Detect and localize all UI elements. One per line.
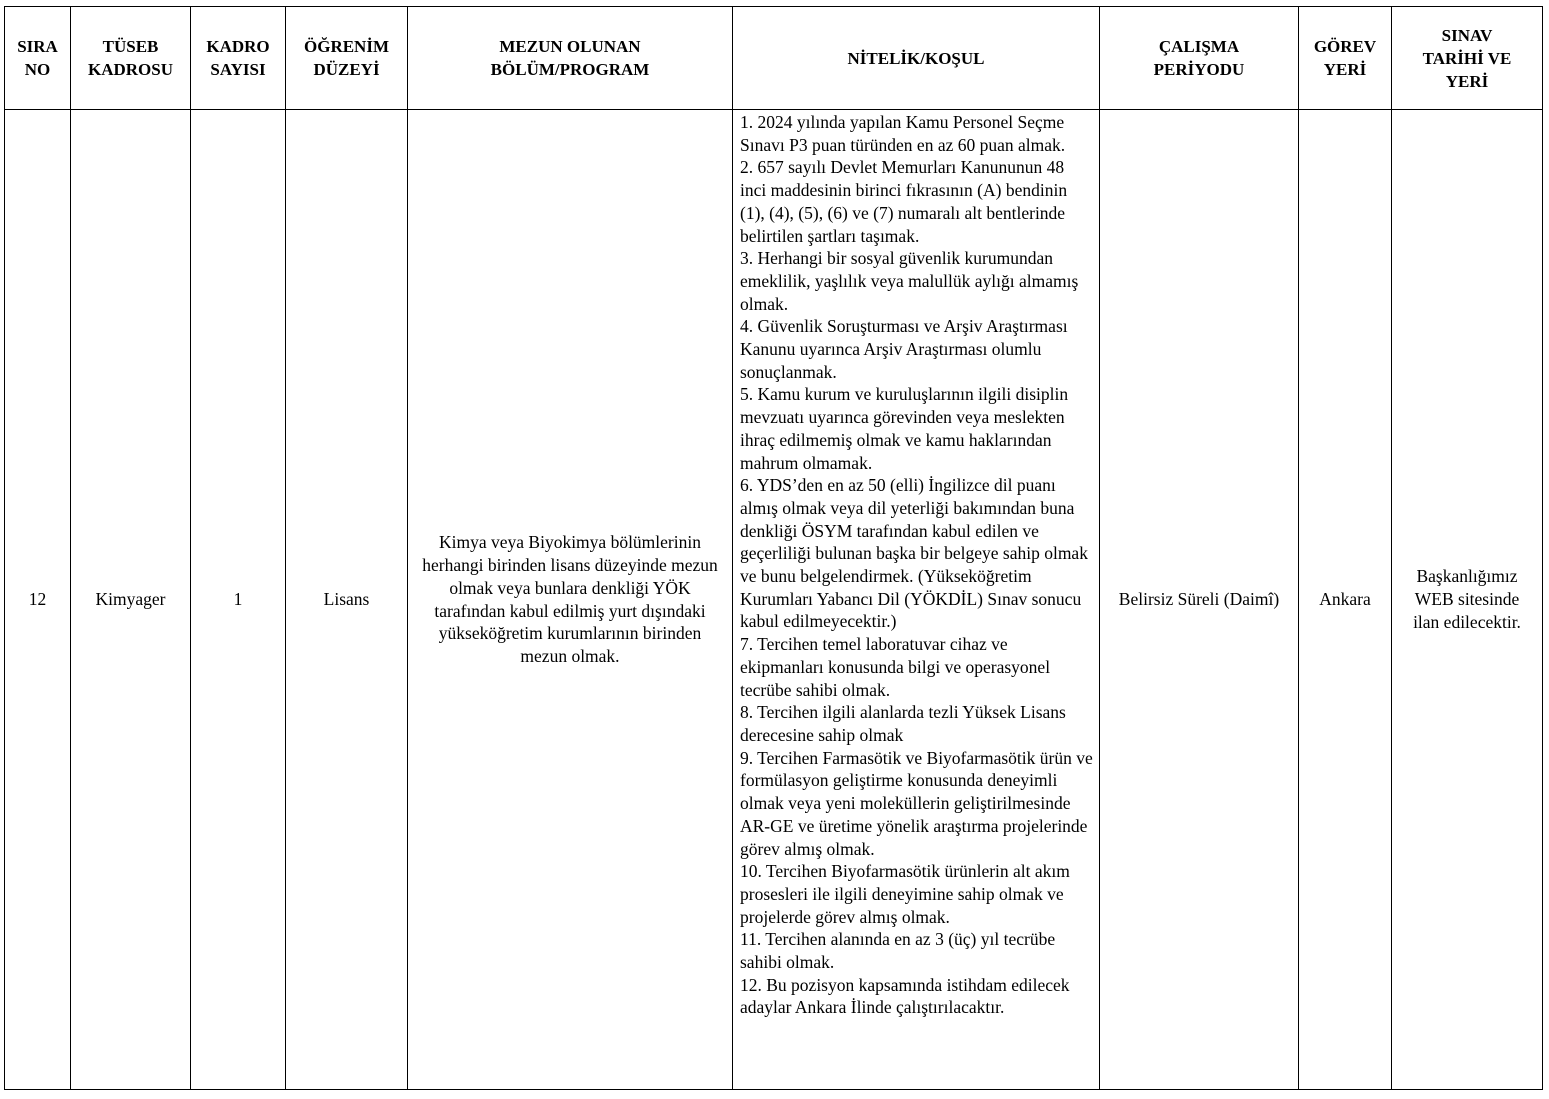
- job-posting-table: [4, 6, 1543, 1090]
- header-calisma-periyodu: ÇALIŞMA PERİYODU: [1100, 7, 1299, 110]
- cell-tuseb-kadrosu: Kimyager: [71, 110, 191, 1090]
- header-kadro-sayisi: KADRO SAYISI: [191, 7, 286, 110]
- cell-ogrenim-duzeyi: Lisans: [286, 110, 408, 1090]
- nitelik-item: 2. 657 sayılı Devlet Memurları Kanununun 48 inci maddesinin birinci fıkrasının (A) bendinin (1), (4), (5), (6) ve (7) numaralı alt bentlerinde belirtilen şartları taşımak.: [740, 157, 1068, 246]
- nitelik-item: 1. 2024 yılında yapılan Kamu Personel Seçme Sınavı P3 puan türünden en az 60 puan almak.: [740, 112, 1066, 155]
- nitelik-item: 3. Herhangi bir sosyal güvenlik kurumundan emeklilik, yaşlılık veya malullük aylığı almamış olmak.: [740, 248, 1079, 314]
- header-row: [5, 7, 1543, 110]
- table-row: [5, 110, 1543, 1090]
- header-tuseb-kadrosu: TÜSEB KADROSU: [71, 7, 191, 110]
- header-gorev-yeri: GÖREV YERİ: [1299, 7, 1392, 110]
- cell-kadro-sayisi: 1: [191, 110, 286, 1090]
- header-mezun-bolum: MEZUN OLUNAN BÖLÜM/PROGRAM: [408, 7, 733, 110]
- nitelik-item: 11. Tercihen alanında en az 3 (üç) yıl tecrübe sahibi olmak.: [740, 929, 1056, 973]
- nitelik-item: 7. Tercihen temel laboratuvar cihaz ve ekipmanları konusunda bilgi ve operasyonel tecrübe sahibi olmak.: [740, 634, 1051, 700]
- nitelik-item: 8. Tercihen ilgili alanlarda tezli Yüksek Lisans derecesine sahip olmak: [740, 702, 1066, 745]
- nitelik-item: 9. Tercihen Farmasötik ve Biyofarmasötik ürün ve formülasyon geliştirme konusunda deneyimli olmak veya yeni moleküllerin geliştirilmesinde AR-GE ve üretime yönelik araştırma projelerinde görev almış olmak.: [740, 747, 1093, 859]
- nitelik-item: 5. Kamu kurum ve kuruluşlarının ilgili disiplin mevzuatı uyarınca görevinden veya meslekten ihraç edilmemiş olmak ve kamu haklarından mahrum olmamak.: [740, 384, 1069, 473]
- header-nitelik-kosul: NİTELİK/KOŞUL: [733, 7, 1100, 110]
- cell-gorev-yeri: Ankara: [1299, 110, 1392, 1090]
- nitelik-item: 12. Bu pozisyon kapsamında istihdam edilecek adaylar Ankara İlinde çalıştırılacaktır.: [740, 974, 1070, 1018]
- header-sira-no: SIRA NO: [5, 7, 71, 110]
- header-sinav-tarihi-yeri: SINAV TARİHİ VE YERİ: [1392, 7, 1543, 110]
- nitelik-item: 10. Tercihen Biyofarmasötik ürünlerin alt akım prosesleri ile ilgili deneyimine sahip olmak ve projelerde görev almış olmak.: [740, 861, 1070, 927]
- header-ogrenim-duzeyi: ÖĞRENİM DÜZEYİ: [286, 7, 408, 110]
- nitelik-item: 4. Güvenlik Soruşturması ve Arşiv Araştırması Kanunu uyarınca Arşiv Araştırması olumlu sonuçlanmak.: [740, 316, 1068, 382]
- cell-sira-no: 12: [5, 110, 71, 1090]
- cell-nitelik-kosul: [733, 110, 1100, 1090]
- nitelik-item: 6. YDS’den en az 50 (elli) İngilizce dil puanı almış olmak veya dil yeterliği bakımından buna denkliği ÖSYM tarafından kabul edilen ve geçerliliği bulunan başka bir belgeye sahip olmak ve bunu belgelendirmek. (Yükseköğretim Kurumları Yabancı Dil (YÖKDİL) Sınav sonucu kabul edilmeyecektir.): [740, 475, 1088, 632]
- cell-mezun-bolum: Kimya veya Biyokimya bölümlerinin herhangi birinden lisans düzeyinde mezun olmak veya bunlara denkliği YÖK tarafından kabul edilmiş yurt dışındaki yükseköğretim kurumlarının birinden mezun olmak.: [408, 110, 733, 1090]
- cell-calisma-periyodu: Belirsiz Süreli (Daimî): [1100, 110, 1299, 1090]
- cell-sinav-tarihi-yeri: Başkanlığımız WEB sitesinde ilan edilecektir.: [1392, 110, 1543, 1090]
